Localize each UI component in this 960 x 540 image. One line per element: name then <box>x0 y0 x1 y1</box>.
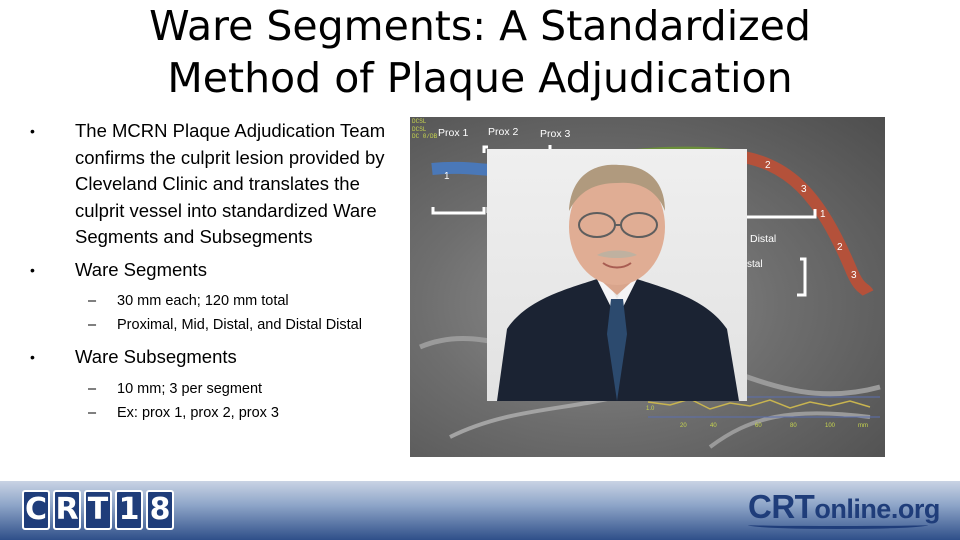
label-prox2: Prox 2 <box>488 126 519 138</box>
tick-label: 40 <box>710 423 717 429</box>
bullet-marker: • <box>30 123 35 139</box>
bullet-item <box>30 118 400 251</box>
label-prox1: Prox 1 <box>438 127 469 139</box>
sub-bullet-marker: – <box>88 293 97 309</box>
label-n1: 1 <box>444 171 450 182</box>
slide-title <box>120 0 840 104</box>
tick-label: mm <box>858 423 868 429</box>
label-n1b: 1 <box>820 209 826 220</box>
bullet-text: Ware Subsegments <box>75 346 237 367</box>
logo-swoosh <box>748 521 928 529</box>
portrait-graphic <box>487 149 747 401</box>
background-vessel <box>710 413 870 447</box>
segment-bracket <box>433 207 484 213</box>
corner-text: DC 0/DB <box>412 133 438 140</box>
portrait-photo <box>487 149 747 401</box>
segment-bracket <box>740 209 815 217</box>
vessel-distal <box>730 155 868 293</box>
logo-letter: 1 <box>115 490 143 530</box>
label-prox3: Prox 3 <box>540 128 571 140</box>
bullet-list <box>30 118 400 425</box>
label-n2b: 2 <box>837 242 843 253</box>
bullet-item <box>30 344 400 371</box>
label-n3: 3 <box>801 184 807 195</box>
sub-bullet-marker: – <box>88 317 97 333</box>
sub-bullet-text: 10 mm; 3 per segment <box>117 380 263 397</box>
label-distal: Distal <box>750 233 777 245</box>
logo-online-text: online.org <box>814 494 940 524</box>
bullet-item <box>30 257 400 284</box>
profile-axis-label: 1.0 <box>646 406 655 412</box>
sub-bullet-text: 30 mm each; 120 mm total <box>117 293 289 309</box>
sub-bullet-item <box>30 401 400 425</box>
logo-letter: R <box>53 490 81 530</box>
logo-letter: T <box>84 490 112 530</box>
bullet-text: The MCRN Plaque Adjudication Team confirms the culprit lesion provided by Cleveland Clinic and translates the culprit vessel into standardized Ware Segments and Subsegments <box>75 120 386 247</box>
sub-bullet-item <box>30 289 400 313</box>
tick-label: 60 <box>755 423 762 429</box>
corner-text: DCSL <box>412 118 427 125</box>
sub-bullet-marker: – <box>88 380 97 397</box>
logo-crt-text: CRT <box>748 488 815 525</box>
title-line-2: Method of Plaque Adjudication <box>167 54 793 102</box>
sub-bullet-text: Ex: prox 1, prox 2, prox 3 <box>117 404 279 421</box>
tick-label: 80 <box>790 423 797 429</box>
label-n3b: 3 <box>851 270 857 281</box>
logo-letter: 8 <box>146 490 174 530</box>
crt18-logo <box>22 490 174 530</box>
bullet-marker: • <box>30 261 35 278</box>
corner-text: DCSL <box>412 126 427 133</box>
logo-letter: C <box>22 490 50 530</box>
sub-bullet-item <box>30 377 400 401</box>
bullet-text: Ware Segments <box>75 258 207 280</box>
sub-bullet-text: Proximal, Mid, Distal, and Distal Distal <box>117 317 362 333</box>
tick-label: 100 <box>825 423 836 429</box>
segment-bracket <box>797 259 805 295</box>
sub-bullet-item <box>30 313 400 337</box>
label-stal: stal <box>747 259 763 270</box>
crtonline-logo[interactable] <box>748 488 940 526</box>
sub-bullet-marker: – <box>88 404 97 421</box>
bullet-marker: • <box>30 349 35 365</box>
tick-label: 20 <box>680 423 687 429</box>
label-n2: 2 <box>765 160 771 171</box>
title-line-1: Ware Segments: A Standardized <box>149 2 811 50</box>
